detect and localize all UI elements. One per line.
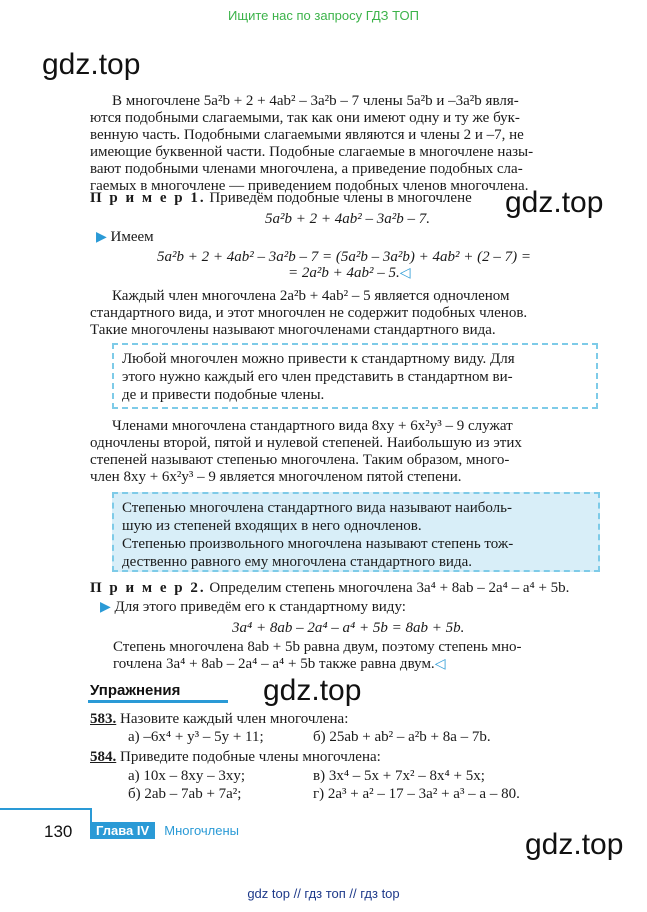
chapter-label-row <box>90 820 239 839</box>
rule-line: шую из степеней входящих в него одночленов. <box>122 518 422 534</box>
watermark-logo: gdz.top <box>263 674 362 707</box>
text-line: Каждый член многочлена 2a²b + 4ab² – 5 является одночленом <box>112 288 510 304</box>
watermark-logo: gdz.top <box>505 186 604 219</box>
degree-paragraph <box>90 418 602 486</box>
example1-formula: 5a²b + 2 + 4ab² – 3a²b – 7. <box>265 211 430 227</box>
text-line: член 8xy + 6x²y³ – 9 является многочленом пятой степени. <box>90 469 462 485</box>
bottom-links[interactable]: gdz top // гдз топ // гдз top <box>247 886 400 901</box>
rule-box-standard-form <box>112 343 598 409</box>
example1-heading <box>90 190 472 207</box>
example1-title: П р и м е р 1. <box>90 190 206 206</box>
exercise-584-part-a: а) 10x – 8xy – 3xy; <box>128 768 246 784</box>
rule-line: дественно равного ему многочлена стандартного вида. <box>122 554 472 570</box>
exercise-583-part-b: б) 25ab + ab² – a²b + 8a – 7b. <box>313 729 491 745</box>
watermark-logo: gdz.top <box>42 48 141 81</box>
chapter-badge: Глава IV <box>90 822 155 839</box>
exercise-task: Назовите каждый член многочлена: <box>120 711 349 727</box>
footer-rule <box>0 808 92 810</box>
triangle-marker-icon: ▶ <box>96 230 107 245</box>
exercises-heading: Упражнения <box>90 682 181 699</box>
text-line: Такие многочлены называют многочленами стандартного вида. <box>90 322 496 338</box>
text-line: венную часть. Подобными слагаемыми являются и члены 2 и –7, не <box>90 127 524 143</box>
text-line: степеней называют степенью многочлена. Таким образом, много- <box>90 452 510 468</box>
exercise-583 <box>90 711 348 728</box>
rule-line: Степенью произвольного многочлена называют степень тож- <box>122 536 514 552</box>
rule-line: де и привести подобные члены. <box>122 387 325 403</box>
exercise-584-part-g: г) 2a³ + a² – 17 – 3a² + a³ – a – 80. <box>313 786 520 802</box>
end-mark-icon: ◁ <box>399 266 411 281</box>
text-line: В многочлене 5a²b + 2 + 4ab² – 3a²b – 7 члены 5a²b и –3a²b явля- <box>112 93 519 109</box>
example1-have: ▶ Имеем <box>96 229 154 245</box>
text-line: стандартного вида, и этот многочлен не содержит подобных членов. <box>90 305 528 321</box>
exercise-number: 584. <box>90 749 117 765</box>
watermark-logo: gdz.top <box>525 828 624 861</box>
exercise-583-part-a: а) –6x⁴ + y³ – 5y + 11; <box>128 729 264 745</box>
example2-formula: 3a⁴ + 8ab – 2a⁴ – a⁴ + 5b = 8ab + 5b. <box>232 620 465 636</box>
exercise-584-part-v: в) 3x⁴ – 5x + 7x² – 8x⁴ + 5x; <box>313 768 485 784</box>
exercise-584-part-b: б) 2ab – 7ab + 7a²; <box>128 786 242 802</box>
example2-step: ▶ Для этого приведём его к стандартному виду: <box>100 599 406 615</box>
example2-conclusion-line1: Степень многочлена 8ab + 5b равна двум, поэтому степень мно- <box>113 639 522 655</box>
end-mark-icon: ◁ <box>434 657 446 672</box>
example1-calc-line1: 5a²b + 2 + 4ab² – 3a²b – 7 = (5a²b – 3a²b) + 4ab² + (2 – 7) = <box>157 249 531 265</box>
intro-paragraph <box>90 93 598 195</box>
rule-box-degree <box>112 492 600 572</box>
rule-line: Степенью многочлена стандартного вида называют наиболь- <box>122 500 513 516</box>
search-banner: Ищите нас по запросу ГДЗ ТОП <box>228 8 419 23</box>
text-line: ются подобными слагаемыми, так как они имеют одну и ту же бук- <box>90 110 520 126</box>
example2-conclusion-line2: гочлена 3a⁴ + 8ab – 2a⁴ – a⁴ + 5b также равна двум.◁ <box>113 656 446 672</box>
page-number: 130 <box>44 822 73 841</box>
example2-title: П р и м е р 2. <box>90 580 206 596</box>
text-line: имеющие буквенной части. Подобные слагаемые в многочлене назы- <box>90 144 534 160</box>
text-line: гаемых в многочлене — приведением подобных членов многочлена. <box>90 178 529 194</box>
text-line: одночлены второй, пятой и нулевой степеней. Наибольшую из этих <box>90 435 522 451</box>
exercises-underline <box>88 700 228 703</box>
example1-calc-line2: = 2a²b + 4ab² – 5.◁ <box>288 265 411 281</box>
example1-text: Приведём подобные члены в многочлене <box>209 190 472 206</box>
standard-form-paragraph <box>90 288 600 339</box>
exercise-task: Приведите подобные члены многочлена: <box>120 749 381 765</box>
rule-line: этого нужно каждый его член представить в стандартном ви- <box>122 369 513 385</box>
text-line: Членами многочлена стандартного вида 8xy + 6x²y³ – 9 служат <box>112 418 513 434</box>
exercise-number: 583. <box>90 711 117 727</box>
exercise-584 <box>90 749 381 766</box>
example2-heading <box>90 580 569 597</box>
example2-text: Определим степень многочлена 3a⁴ + 8ab – 2a⁴ – a⁴ + 5b. <box>209 580 570 596</box>
triangle-marker-icon: ▶ <box>100 600 111 615</box>
chapter-title: Многочлены <box>164 823 239 838</box>
rule-line: Любой многочлен можно привести к стандартному виду. Для <box>122 351 515 367</box>
text-line: вают подобными членами многочлена, а приведение подобных сла- <box>90 161 523 177</box>
